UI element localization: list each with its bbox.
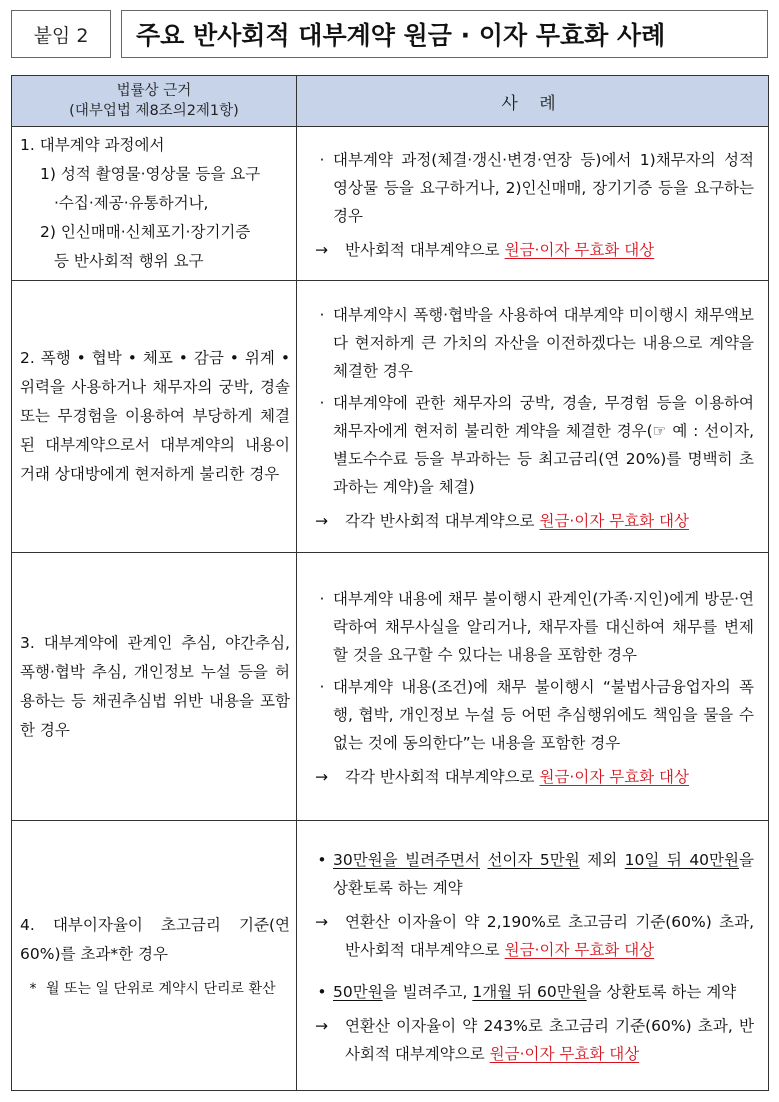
legal-basis-cell (12, 821, 297, 1091)
legal-basis-cell (12, 127, 297, 281)
case-result: → 각각 반사회적 대부계약으로 원금·이자 무효화 대상 (315, 763, 754, 791)
legal-basis-text: 4. 대부이자율이 초고금리 기준(연 60%)를 초과*한 경우 (20, 915, 290, 963)
case-result: → 반사회적 대부계약으로 원금·이자 무효화 대상 (315, 236, 754, 264)
nullification-highlight: 원금·이자 무효화 대상 (489, 1044, 640, 1063)
column-header-legal-basis (12, 76, 297, 127)
bullet-icon: • (317, 982, 327, 1001)
document-header (11, 10, 768, 60)
arrow-right-icon: → (315, 511, 328, 530)
arrow-right-icon: → (315, 240, 328, 259)
case-result: → 연환산 이자율이 약 243%로 초고금리 기준(60%) 초과, 반사회적 대부계약으로 원금·이자 무효화 대상 (315, 1012, 754, 1068)
case-item: · 대부계약에 관한 채무자의 궁박, 경솔, 무경험 등을 이용하여 채무자에게 현저히 불리한 계약을 체결한 경우(☞ 예 : 선이자, 별도수수료 등을 부과하는 등 최고금리(연 20%)를 명백히 초과하는 계약)을 체결) (311, 389, 754, 501)
legal-basis-cell: 2. 폭행 • 협박 • 체포 • 감금 • 위계 • 위력을 사용하거나 채무자의 궁박, 경솔 또는 무경험을 이용하여 부당하게 체결된 대부계약으로서 대부계약의 내용이 거래 상대방에게 현저하게 불리한 경우 (12, 281, 297, 553)
nullification-highlight: 원금·이자 무효화 대상 (504, 940, 655, 959)
nullification-highlight: 원금·이자 무효화 대상 (539, 511, 690, 530)
table-row (12, 281, 769, 553)
cases-cell (297, 553, 769, 821)
table-row (12, 821, 769, 1091)
column-header-line2: (대부업법 제8조의2제1항) (69, 103, 239, 119)
legal-basis-sub1-cont: ·수집·제공·유통하거나, (54, 194, 209, 212)
bullet-icon: · (319, 393, 325, 412)
footnote: * 월 또는 일 단위로 계약시 단리로 환산 (20, 977, 290, 1001)
legal-basis-sub1: 1) 성적 촬영물·영상물 등을 요구 (40, 165, 261, 183)
case-item: · 대부계약 내용에 채무 불이행시 관계인(가족·지인)에게 방문·연락하여 채무사실을 알리거나, 채무자를 대신하여 채무를 변제할 것을 요구할 수 있다는 내용을 포함한 경우 (311, 585, 754, 669)
cases-cell (297, 281, 769, 553)
column-header-cases: 사 례 (297, 76, 769, 127)
legal-basis-title: 1. 대부계약 과정에서 (20, 136, 165, 154)
bullet-icon: · (319, 305, 325, 324)
arrow-right-icon: → (315, 1016, 328, 1035)
nullification-highlight: 원금·이자 무효화 대상 (504, 240, 655, 259)
table-row (12, 553, 769, 821)
column-header-line1: 법률상 근거 (116, 83, 192, 99)
arrow-right-icon: → (315, 767, 328, 786)
case-item: · 대부계약시 폭행·협박을 사용하여 대부계약 미이행시 채무액보다 현저하게 큰 가치의 자산을 이전하겠다는 내용으로 계약을 체결한 경우 (311, 301, 754, 385)
bullet-icon: · (319, 150, 325, 169)
legal-basis-sub2: 2) 인신매매·신체포기·장기기증 (40, 223, 251, 241)
case-result: → 연환산 이자율이 약 2,190%로 초고금리 기준(60%) 초과, 반사회적 대부계약으로 원금·이자 무효화 대상 (315, 908, 754, 964)
case-item: • 50만원을 빌려주고, 1개월 뒤 60만원을 상환토록 하는 계약 (311, 978, 754, 1006)
page-title: 주요 반사회적 대부계약 원금 · 이자 무효화 사례 (121, 10, 768, 58)
bullet-icon: · (319, 677, 325, 696)
case-item: · 대부계약 과정(체결·갱신·변경·연장 등)에서 1)채무자의 성적 영상물 등을 요구하거나, 2)인신매매, 장기기증 등을 요구하는 경우 (311, 146, 754, 230)
table-row (12, 127, 769, 281)
case-result: → 각각 반사회적 대부계약으로 원금·이자 무효화 대상 (315, 507, 754, 535)
nullification-highlight: 원금·이자 무효화 대상 (539, 767, 690, 786)
cases-table (11, 75, 769, 1091)
attachment-tag: 붙임 2 (11, 10, 111, 58)
legal-basis-sub2-cont: 등 반사회적 행위 요구 (54, 252, 204, 270)
cases-cell (297, 821, 769, 1091)
table-header-row (12, 76, 769, 127)
bullet-icon: · (319, 589, 325, 608)
legal-basis-cell: 3. 대부계약에 관계인 추심, 야간추심, 폭행·협박 추심, 개인정보 누설 등을 허용하는 등 채권추심법 위반 내용을 포함한 경우 (12, 553, 297, 821)
asterisk-icon: * (29, 980, 37, 997)
arrow-right-icon: → (315, 912, 328, 931)
case-item: · 대부계약 내용(조건)에 채무 불이행시 “불법사금융업자의 폭행, 협박, 개인정보 누설 등 어떤 추심행위에도 책임을 물을 수 없는 것에 동의한다”는 내용을 포함한 경우 (311, 673, 754, 757)
case-item: • 30만원을 빌려주면서 선이자 5만원 제외 10일 뒤 40만원을 상환토록 하는 계약 (311, 846, 754, 902)
bullet-icon: • (317, 850, 327, 869)
cases-cell (297, 127, 769, 281)
